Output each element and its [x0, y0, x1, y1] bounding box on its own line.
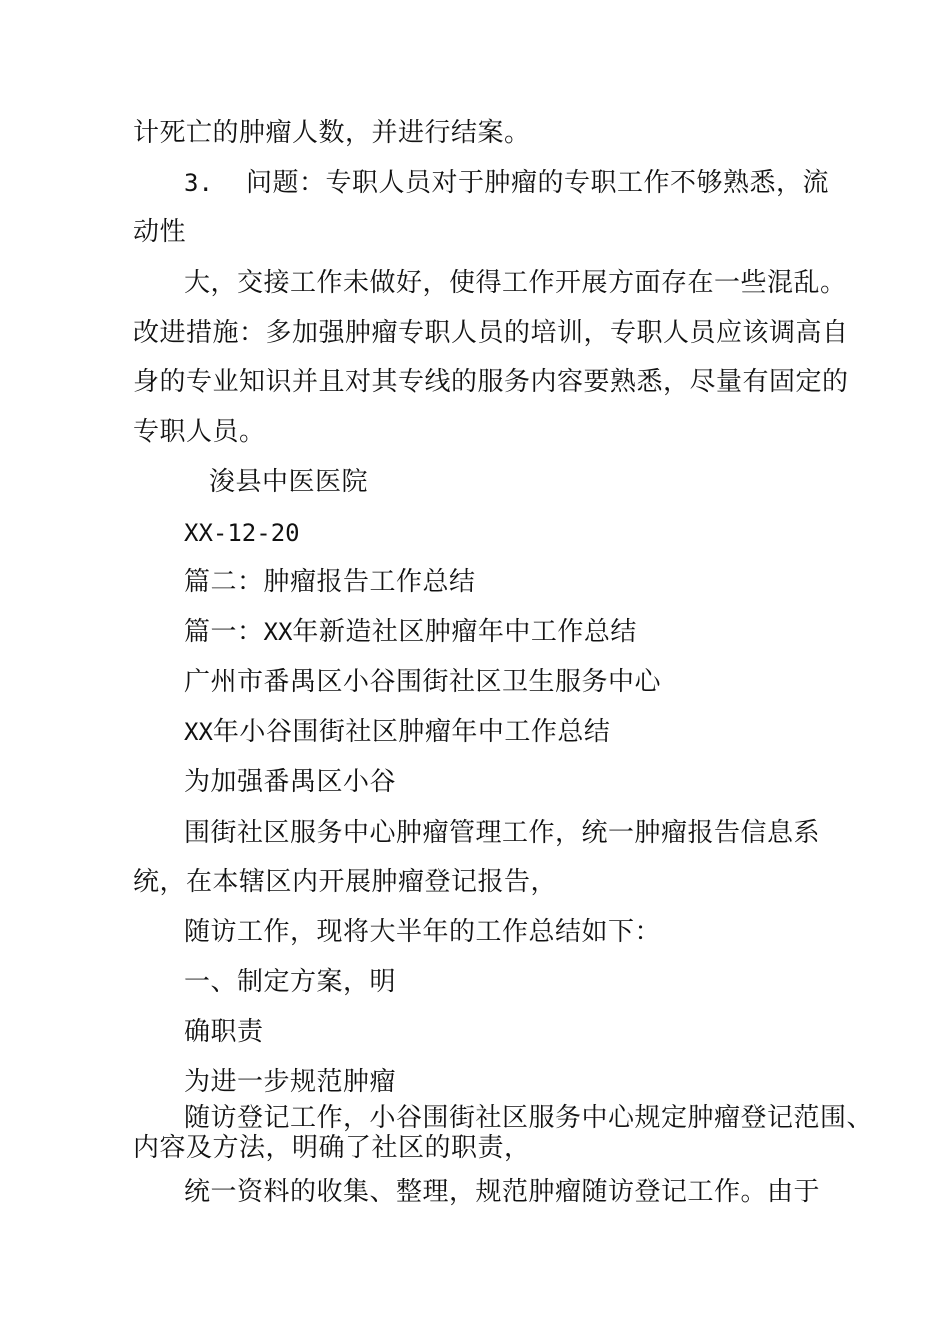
- section-title: [184, 617, 637, 647]
- title-year: XX: [263, 618, 293, 646]
- signature-org: 浚县中医医院: [209, 467, 369, 497]
- numbered-item-line: [184, 168, 829, 198]
- paragraph-line: 专职人员。: [133, 417, 266, 447]
- organization-name: 广州市番禺区小谷围街社区卫生服务中心: [184, 667, 662, 697]
- paragraph-line: 随访登记工作，小谷围街社区服务中心规定肿瘤登记范围、: [184, 1103, 874, 1133]
- title-text: 年新造社区肿瘤年中工作总结: [292, 617, 637, 647]
- paragraph-line: 为加强番禺区小谷: [184, 767, 397, 797]
- section-heading: 确职责: [184, 1017, 264, 1047]
- section-heading: 一、制定方案，明: [184, 967, 397, 997]
- paragraph-line: 统一资料的收集、整理，规范肿瘤随访登记工作。由于: [184, 1177, 821, 1207]
- paragraph-line: 动性: [133, 217, 187, 247]
- paragraph-line: 计死亡的肿瘤人数，并进行结案。: [133, 118, 531, 148]
- item-number: 3.: [184, 169, 213, 197]
- section-title: 篇二：肿瘤报告工作总结: [184, 567, 476, 597]
- item-text: 问题：专职人员对于肿瘤的专职工作不够熟悉，流: [246, 168, 830, 198]
- paragraph-line: 大，交接工作未做好，使得工作开展方面存在一些混乱。: [184, 268, 847, 298]
- title-year: XX: [184, 718, 213, 746]
- title-text: 年小谷围街社区肿瘤年中工作总结: [212, 717, 611, 747]
- signature-date: XX-12-20: [184, 519, 300, 547]
- title-prefix: 篇一：: [184, 617, 264, 647]
- paragraph-line: 随访工作，现将大半年的工作总结如下：: [184, 917, 662, 947]
- report-title: [184, 717, 610, 747]
- paragraph-line: 内容及方法，明确了社区的职责，: [133, 1133, 531, 1163]
- paragraph-line: 围街社区服务中心肿瘤管理工作，统一肿瘤报告信息系: [184, 818, 821, 848]
- paragraph-line: 身的专业知识并且对其专线的服务内容要熟悉，尽量有固定的: [133, 367, 849, 397]
- paragraph-line: 改进措施：多加强肿瘤专职人员的培训，专职人员应该调高自: [133, 318, 849, 348]
- paragraph-line: 为进一步规范肿瘤: [184, 1067, 397, 1097]
- paragraph-line: 统，在本辖区内开展肿瘤登记报告，: [133, 867, 558, 897]
